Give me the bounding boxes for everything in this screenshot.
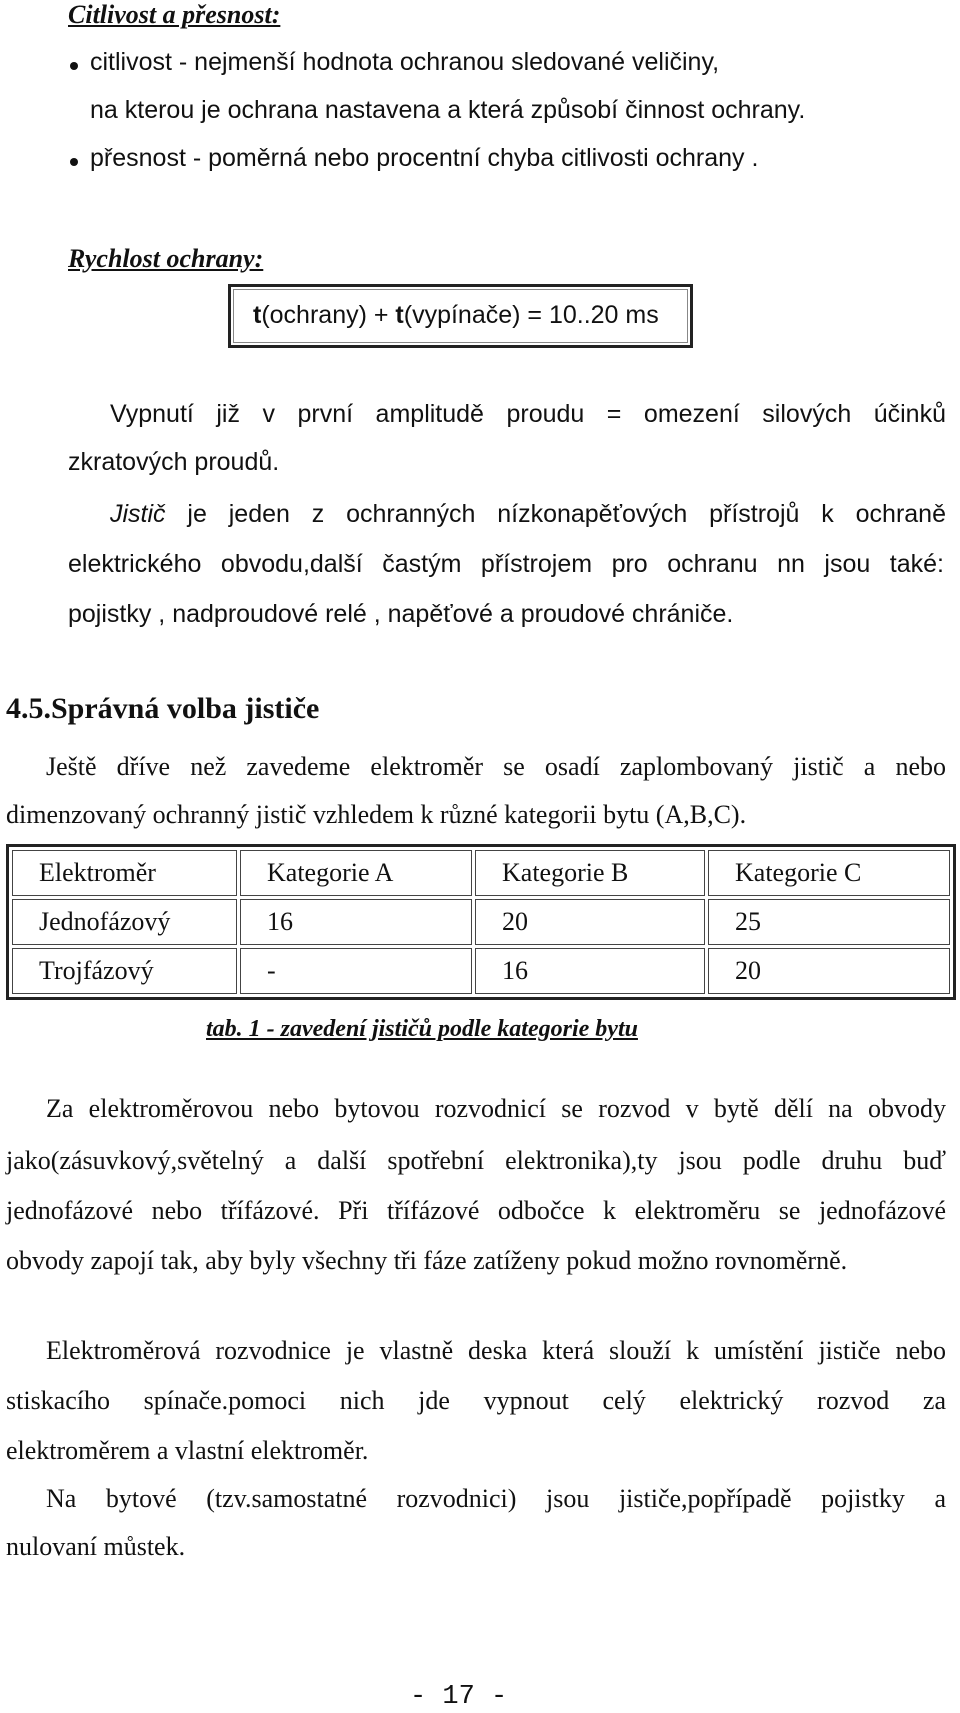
volba-intro-line1: Ještě dříve než zavedeme elektroměr se osadí zaplombovaný jistič a nebo [46,752,946,781]
p1-line3: jednofázové nebo třífázové. Při třífázové odbočce k elektroměru se jednofázové [6,1196,946,1225]
table-caption: tab. 1 - zavedení jističů podle kategorie bytu [206,1016,638,1042]
formula-part1: (ochrany) + [261,301,396,329]
table-cell: 25 [708,899,950,945]
table-cell: Jednofázový [12,899,237,945]
category-table [6,844,956,1000]
p1-line1: Za elektroměrovou nebo bytovou rozvodnicí se rozvod v bytě dělí na obvody [46,1094,946,1123]
formula-box [228,284,693,348]
table-cell: 16 [475,948,705,994]
bullet-citlivost-line1: citlivost - nejmenší hodnota ochranou sledované veličiny, [90,48,720,76]
table-header-cell: Kategorie B [475,850,705,896]
p3-line1: Na bytové (tzv.samostatné rozvodnici) jsou jističe,popřípadě pojistky a [46,1484,946,1513]
formula-part2: (vypínače) = 10..20 ms [403,301,659,329]
volba-intro-line2: dimenzovaný ochranný jistič vzhledem k různé kategorii bytu (A,B,C). [6,800,747,829]
heading-rychlost: Rychlost ochrany: [68,244,264,273]
table-cell: Trojfázový [12,948,237,994]
page-number: - 17 - [410,1682,508,1712]
p3-line2: nulovaní můstek. [6,1532,186,1561]
p1-line2: jako(zásuvkový,světelný a další spotřební elektronika),ty jsou podle druhu buď [6,1146,946,1175]
bullet-presnost: přesnost - poměrná nebo procentní chyba citlivosti ochrany . [90,144,759,172]
p2-line3: elektroměrem a vlastní elektroměr. [6,1436,369,1465]
rychlost-line5: pojistky , nadproudové relé , napěťové a proudové chrániče. [68,600,734,628]
table-header-cell: Kategorie A [240,850,472,896]
formula-text [253,301,659,330]
bullet-citlivost-line2: na kterou je ochrana nastavena a která způsobí činnost ochrany. [90,96,806,124]
formula-t1: t [253,301,262,329]
table-cell: 20 [708,948,950,994]
jistic-line [110,500,946,529]
heading-citlivost: Citlivost a přesnost: [68,0,281,29]
table-row [12,899,950,945]
section-heading-volba: 4.5.Správná volba jističe [6,692,320,725]
table-cell: 16 [240,899,472,945]
table-header-row [12,850,950,896]
p1-line4: obvody zapojí tak, aby byly všechny tři fáze zatíženy pokud možno rovnoměrně. [6,1246,848,1275]
table-header-cell: Kategorie C [708,850,950,896]
table-row [12,948,950,994]
jistic-word: Jistič [110,500,166,528]
bullet-dot-1 [70,62,78,70]
bullet-dot-2 [70,158,78,166]
p2-line2: stiskacího spínače.pomoci nich jde vypnout celý elektrický rozvod za [6,1386,946,1415]
formula-t2: t [395,301,404,329]
jistic-rest: je jeden z ochranných nízkonapěťových přístrojů k ochraně [165,500,946,528]
p2-line1: Elektroměrová rozvodnice je vlastně deska která slouží k umístění jističe nebo [46,1336,946,1365]
rychlost-line4: elektrického obvodu,další častým přístrojem pro ochranu nn jsou také: [68,550,944,578]
rychlost-line2: zkratových proudů. [68,448,280,476]
rychlost-line1: Vypnutí již v první amplitudě proudu = omezení silových účinků [110,400,946,428]
table-cell: 20 [475,899,705,945]
table-header-cell: Elektroměr [12,850,237,896]
table-cell: - [240,948,472,994]
